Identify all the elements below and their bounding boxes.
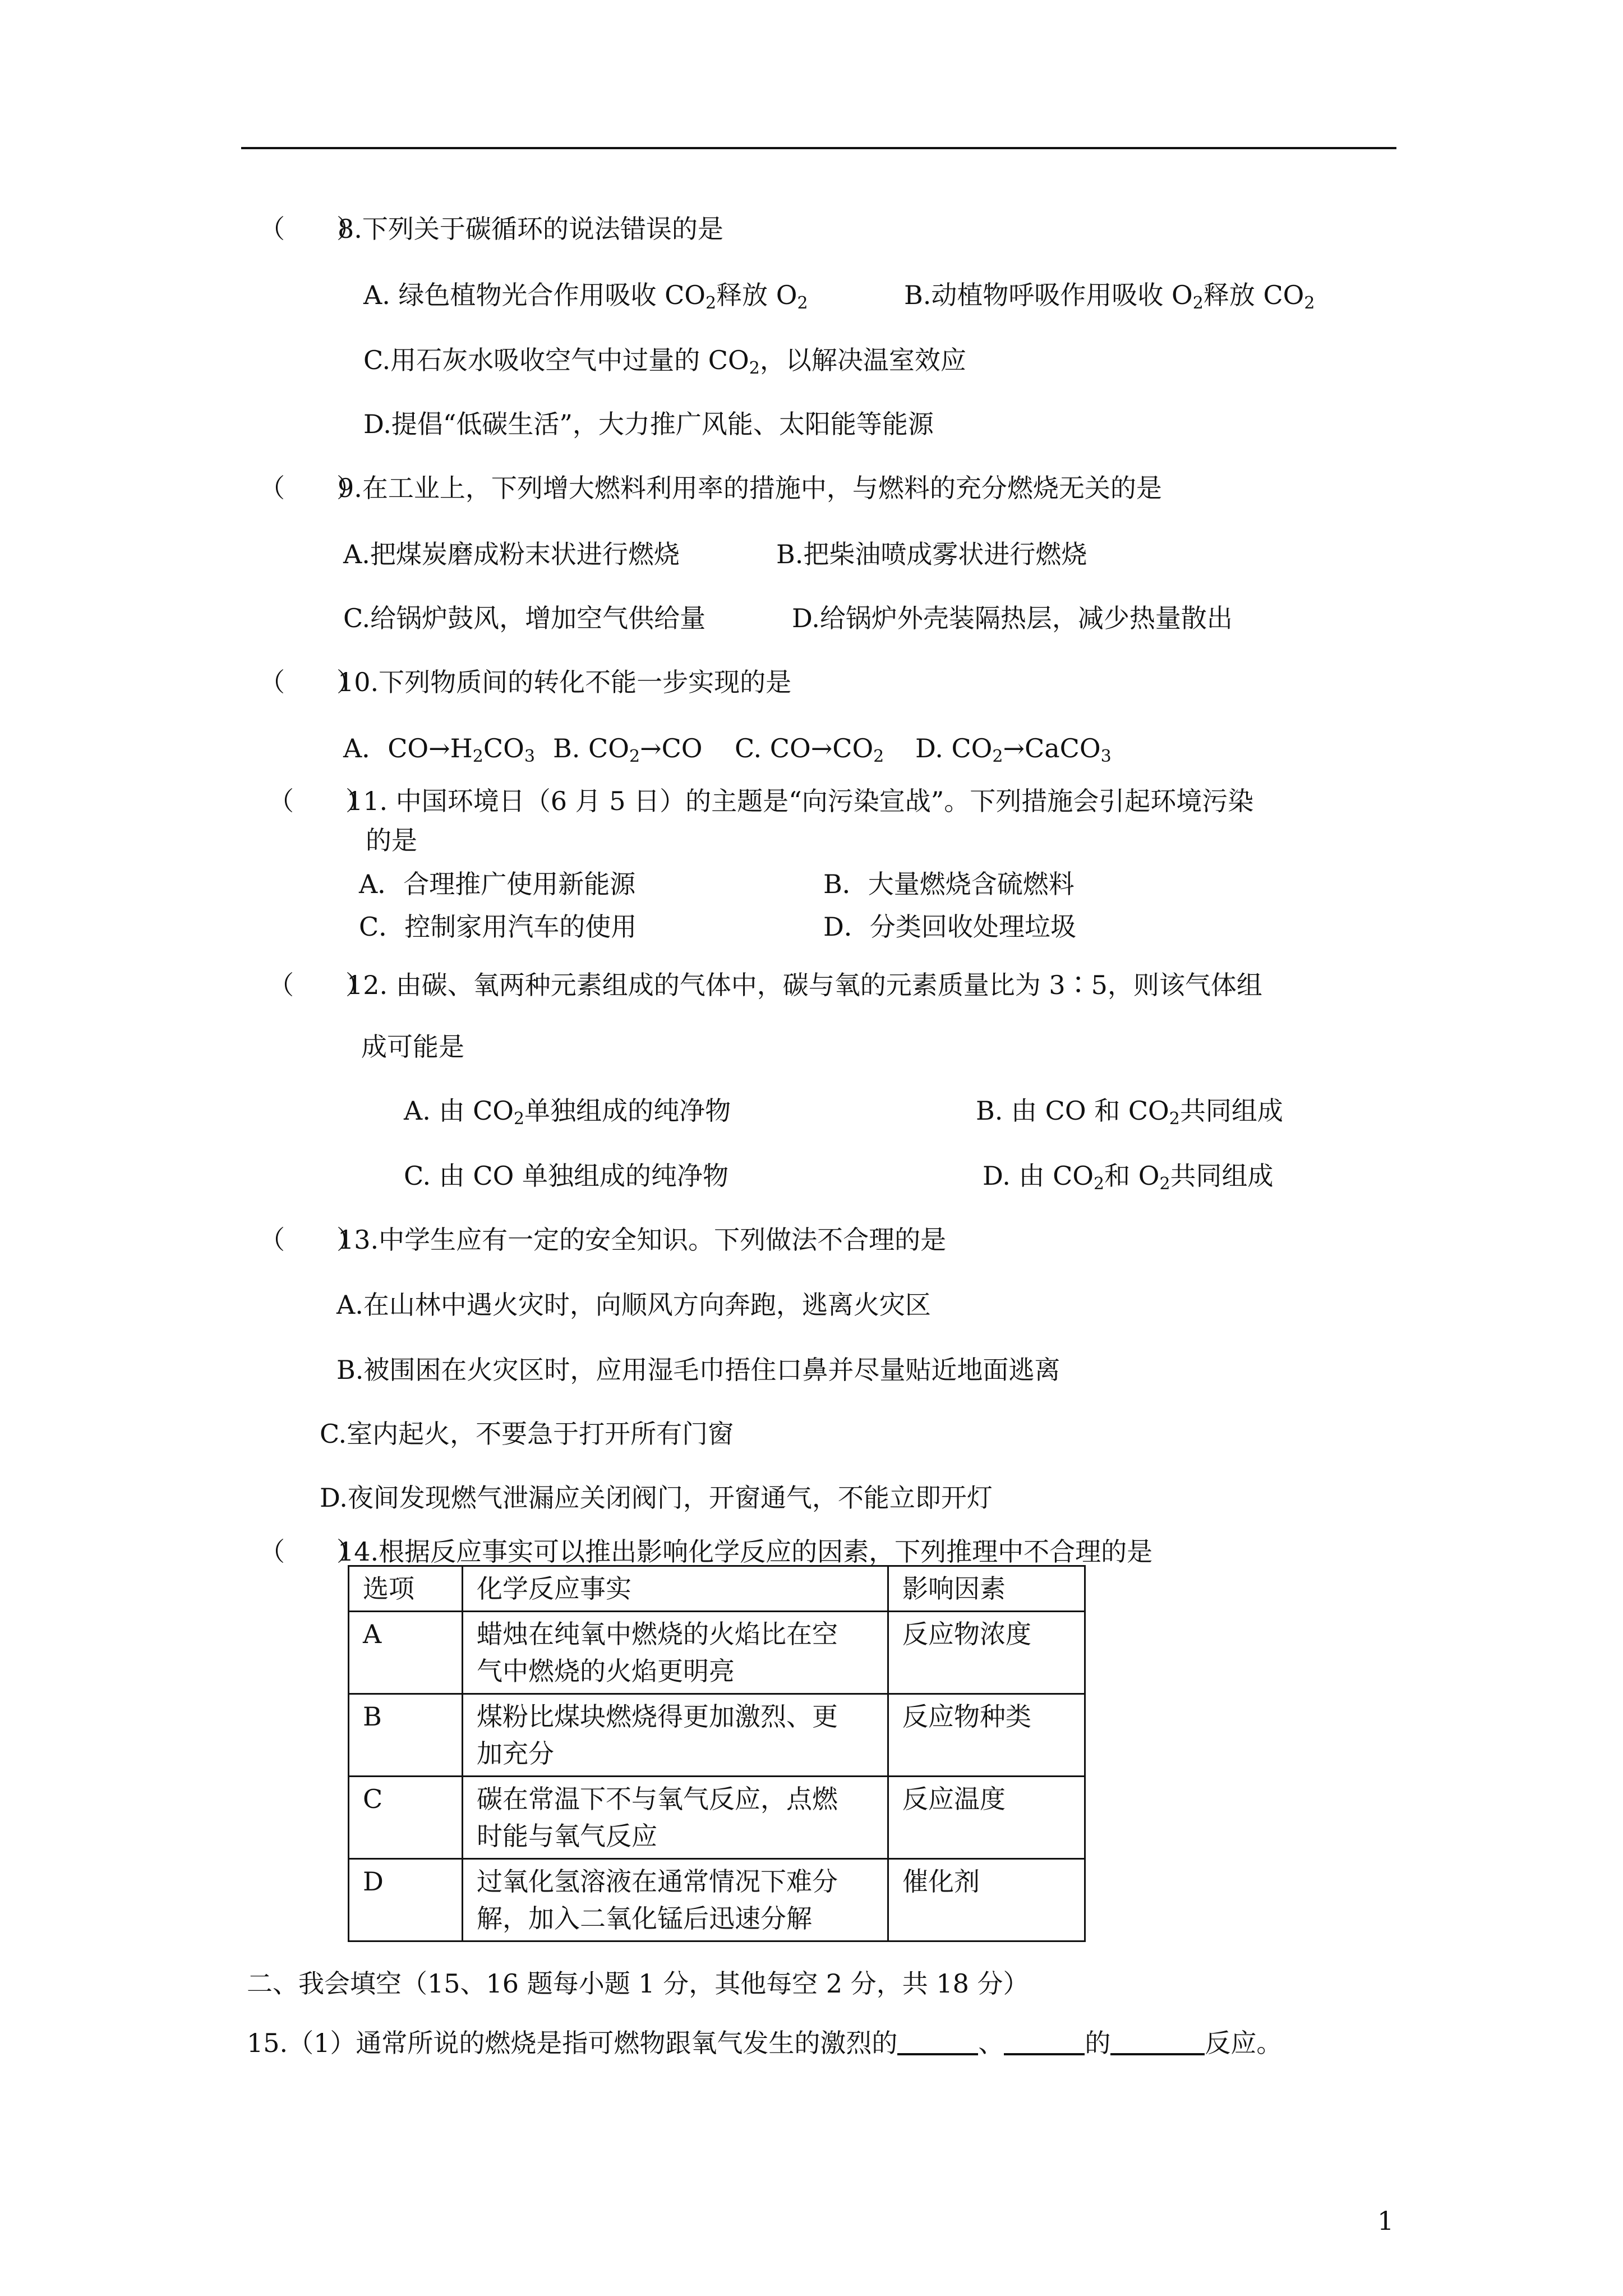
row-factor: 反应物浓度	[888, 1612, 1085, 1694]
q8-option-a: A. 绿色植物光合作用吸收 $CO_2$释放 $O_2$	[363, 280, 808, 313]
q9-option-a: A.把煤炭磨成粉末状进行燃烧	[343, 539, 680, 569]
question-9-stem: （ ）9.在工业上，下列增大燃料利用率的措施中，与燃料的充分燃烧无关的是	[259, 471, 1162, 505]
q13-option-a: A.在山林中遇火灾时，向顺风方向奔跑，逃离火灾区	[336, 1290, 931, 1320]
row-factor: 反应物种类	[888, 1694, 1085, 1777]
q9-option-b: B.把柴油喷成雾状进行燃烧	[776, 539, 1087, 569]
q8-option-b: B.动植物呼吸作用吸收 $O_2$释放 $CO_2$	[904, 280, 1315, 313]
fill-blank-3[interactable]	[1110, 2031, 1205, 2055]
q8-option-d: D.提倡“低碳生活”，大力推广风能、太阳能等能源	[363, 409, 934, 439]
table-header-row	[349, 1566, 1085, 1612]
q11-option-c: C．控制家用汽车的使用	[359, 912, 637, 942]
row-fact: 蜡烛在纯氧中燃烧的火焰比在空 气中燃烧的火焰更明亮	[463, 1612, 888, 1694]
q12-option-c: C. 由 CO 单独组成的纯净物	[404, 1161, 728, 1191]
header-option: 选项	[349, 1566, 463, 1612]
reaction-facts-table	[348, 1565, 1086, 1942]
q8-option-c: C.用石灰水吸收空气中过量的 $CO_2$，以解决温室效应	[363, 345, 966, 378]
q11-option-a: A．合理推广使用新能源	[359, 869, 636, 899]
answer-blank: （ ）	[259, 1225, 362, 1255]
q13-option-d: D.夜间发现燃气泄漏应关闭阀门，开窗通气，不能立即开灯	[320, 1483, 993, 1513]
q12-option-b: B. 由 CO 和 $CO_2$共同组成	[976, 1096, 1283, 1129]
answer-blank: （ ）	[259, 214, 362, 244]
row-option: D	[349, 1859, 463, 1941]
section-2-heading: 二、我会填空（15、16 题每小题 1 分，其他每空 2 分，共 18 分）	[247, 1968, 1029, 1999]
q10-option-c: C. $CO\to CO_2$	[735, 733, 884, 766]
fill-blank-1[interactable]	[897, 2031, 978, 2055]
q9-option-c: C.给锅炉鼓风，增加空气供给量	[343, 603, 706, 633]
row-factor: 催化剂	[888, 1859, 1085, 1941]
row-option: B	[349, 1694, 463, 1777]
row-fact: 碳在常温下不与氧气反应，点燃 时能与氧气反应	[463, 1777, 888, 1859]
q11-option-d: D．分类回收处理垃圾	[823, 912, 1076, 942]
q10-option-b: B. $CO_2\to CO$	[553, 733, 703, 766]
q12-option-a: A. 由 $CO_2$单独组成的纯净物	[404, 1096, 731, 1129]
question-12-stem-cont: 成可能是	[361, 1032, 464, 1062]
row-fact: 煤粉比煤块燃烧得更加激烈、更 加充分	[463, 1694, 888, 1777]
question-8-stem: （ ）8.下列关于碳循环的说法错误的是	[259, 212, 723, 246]
row-fact: 过氧化氢溶液在通常情况下难分 解，加入二氧化锰后迅速分解	[463, 1859, 888, 1941]
q9-option-d: D.给锅炉外壳装隔热层，减少热量散出	[792, 603, 1233, 633]
question-13-stem: （ ）13.中学生应有一定的安全知识。下列做法不合理的是	[259, 1223, 946, 1257]
question-10-stem: （ ）10.下列物质间的转化不能一步实现的是	[259, 665, 791, 699]
q10-option-a: A．$CO\to H_2CO_3$	[343, 733, 535, 766]
question-12-stem: （ ）12. 由碳、氧两种元素组成的气体中，碳与氧的元素质量比为 3∶5，则该气体组	[268, 968, 1262, 1002]
answer-blank: （ ）	[259, 473, 362, 503]
fill-blank-2[interactable]	[1004, 2031, 1085, 2055]
question-14-stem: （ ）14.根据反应事实可以推出影响化学反应的因素，下列推理中不合理的是	[259, 1535, 1152, 1568]
question-15-line: 15.（1）通常所说的燃烧是指可燃物跟氧气发生的激烈的 、 的 反应。	[247, 2028, 1283, 2058]
page-number: 1	[1377, 2206, 1394, 2236]
header-rule	[241, 147, 1396, 149]
row-factor: 反应温度	[888, 1777, 1085, 1859]
header-fact: 化学反应事实	[463, 1566, 888, 1612]
q13-option-b: B.被围困在火灾区时，应用湿毛巾捂住口鼻并尽量贴近地面逃离	[336, 1355, 1061, 1385]
table-row	[349, 1777, 1085, 1859]
q12-option-d: D. 由 $CO_2$和 $O_2$共同组成	[983, 1161, 1274, 1194]
q11-option-b: B．大量燃烧含硫燃料	[823, 869, 1075, 899]
row-option: A	[349, 1612, 463, 1694]
row-option: C	[349, 1777, 463, 1859]
q10-option-d: D. $CO_2\to CaCO_3$	[915, 733, 1112, 766]
answer-blank: （ ）	[259, 667, 362, 697]
answer-blank: （ ）	[268, 786, 371, 816]
question-11-stem: （ ）11. 中国环境日（6 月 5 日）的主题是“向污染宣战”。下列措施会引起环境污染	[268, 784, 1253, 818]
answer-blank: （ ）	[259, 1536, 362, 1567]
header-factor: 影响因素	[888, 1566, 1085, 1612]
table-row	[349, 1859, 1085, 1941]
table-row	[349, 1694, 1085, 1777]
q13-option-c: C.室内起火，不要急于打开所有门窗	[320, 1419, 734, 1449]
answer-blank: （ ）	[268, 970, 371, 1000]
table-row	[349, 1612, 1085, 1694]
question-11-stem-cont: 的是	[366, 825, 417, 855]
